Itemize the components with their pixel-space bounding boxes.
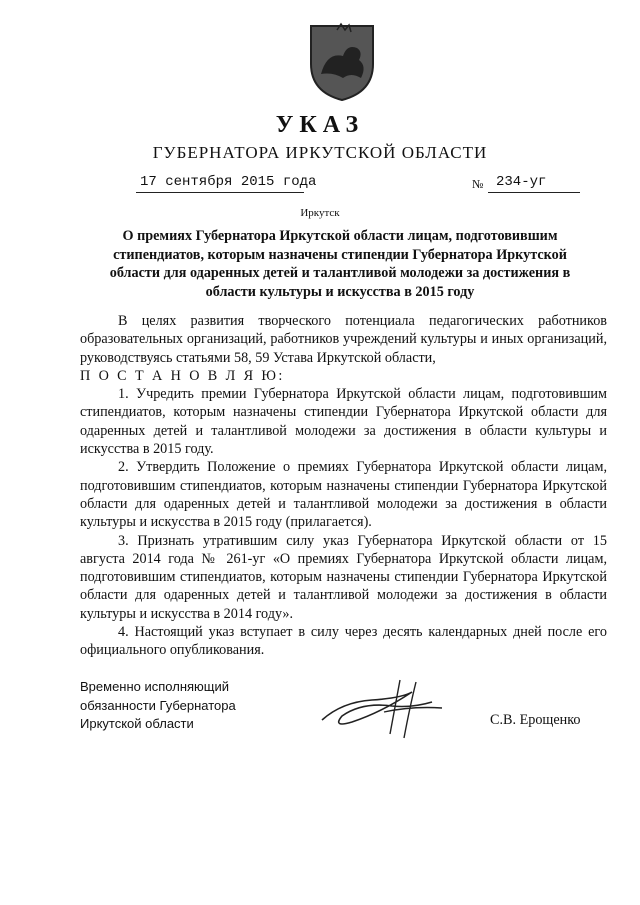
- document-number: 234-уг: [496, 174, 547, 190]
- signatory-name: С.В. Ерощенко: [490, 712, 581, 728]
- position-line: обязанности Губернатора: [80, 697, 236, 713]
- date-underline: [136, 192, 304, 193]
- body-paragraph: 2. Утвердить Положение о премиях Губернатора Иркутской области лицам, подготовившим стипендиатов, которым назначены стипендии Губернатора Иркутской области для одаренных детей и талантливой молодежи за достижения в области культуры и искусства в 2015 году (прилагается).: [80, 459, 607, 531]
- position-line: Временно исполняющий: [80, 679, 230, 694]
- number-sign: №: [472, 177, 484, 191]
- heading-line: стипендиатов, которым назначены стипендии Губернатора Иркутской: [113, 246, 567, 263]
- document-city: Иркутск: [300, 207, 340, 219]
- signatory-position: [80, 678, 236, 734]
- heading-line: О премиях Губернатора Иркутской области лицам, подготовившим: [122, 228, 558, 244]
- number-underline: [488, 192, 580, 193]
- body-paragraph: 1. Учредить премии Губернатора Иркутской области лицам, подготовившим стипендиатов, которым назначены стипендии Губернатора Иркутской области для одаренных детей и талантливой молодежи за достижения в области культуры и искусства в 2015 году.: [80, 386, 607, 458]
- body-paragraph: 4. Настоящий указ вступает в силу через десять календарных дней после его официального опубликования.: [80, 624, 607, 659]
- heading-line: области для одаренных детей и талантливой молодежи за достижения в: [109, 265, 571, 281]
- document-title: УКАЗ: [275, 112, 365, 138]
- coat-of-arms-icon: [307, 22, 377, 102]
- heading-line: области культуры и искусства в 2015 году: [205, 283, 475, 300]
- body-paragraph: 3. Признать утратившим силу указ Губернатора Иркутской области от 15 августа 2014 года № 261-уг «О премиях Губернатора Иркутской области лицам, подготовившим стипендиатов, которым назначены стипендии Губернатора Иркутской области для одаренных детей и талантливой молодежи за достижения в области культуры и искусства в 2014 году».: [80, 532, 607, 622]
- position-line: Иркутской области: [80, 716, 194, 731]
- handwritten-signature: [312, 672, 452, 742]
- decree-keyword: П О С Т А Н О В Л Я Ю:: [80, 367, 285, 384]
- body-paragraph: В целях развития творческого потенциала педагогических работников образовательных организаций, работников учреждений культуры и иных организаций, руководствуясь статьями 58, 59 Устава Иркутской области,: [80, 313, 607, 366]
- document-body: [80, 312, 607, 660]
- document-heading: [70, 227, 610, 301]
- document-date: 17 сентября 2015 года: [140, 174, 317, 190]
- document-subtitle: ГУБЕРНАТОРА ИРКУТСКОЙ ОБЛАСТИ: [152, 143, 488, 162]
